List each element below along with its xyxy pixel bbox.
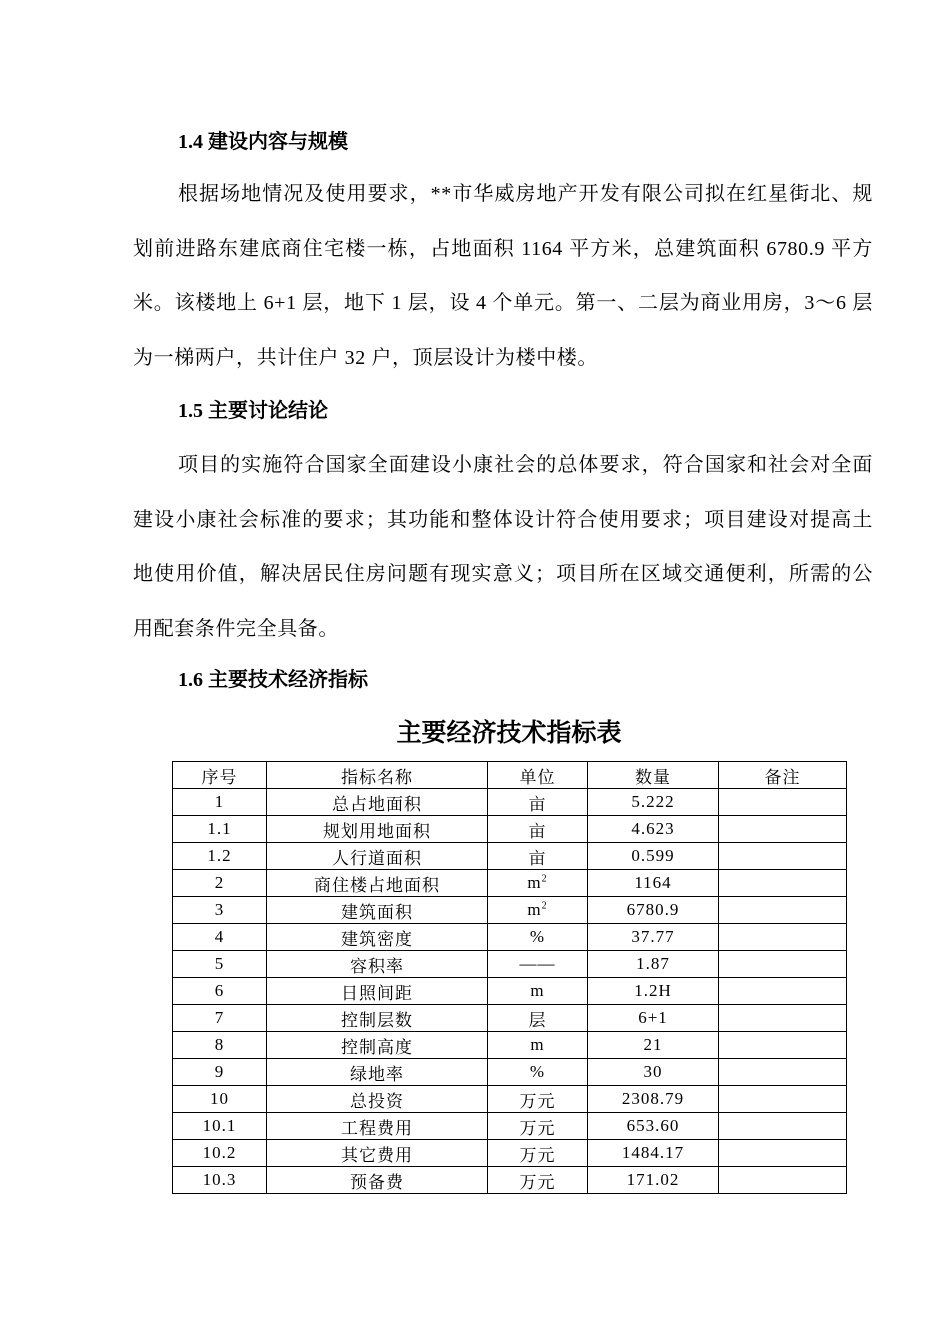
cell-name: 建筑面积 <box>267 897 488 924</box>
cell-no: 6 <box>173 978 267 1005</box>
column-header-note: 备注 <box>719 762 847 789</box>
unit-text: m <box>527 900 542 919</box>
cell-no: 10.2 <box>173 1140 267 1167</box>
cell-no: 8 <box>173 1032 267 1059</box>
cell-name: 其它费用 <box>267 1140 488 1167</box>
unit-text: m <box>527 873 542 892</box>
cell-name: 控制高度 <box>267 1032 488 1059</box>
table-row <box>173 924 847 951</box>
cell-name: 日照间距 <box>267 978 488 1005</box>
cell-qty: 21 <box>588 1032 719 1059</box>
cell-unit <box>488 870 588 897</box>
cell-no: 10.1 <box>173 1113 267 1140</box>
table-row <box>173 843 847 870</box>
unit-text: 亩 <box>528 848 547 868</box>
cell-qty: 2308.79 <box>588 1086 719 1113</box>
table-body <box>173 789 847 1194</box>
section-paragraph-1-4: 根据场地情况及使用要求，**市华威房地产开发有限公司拟在红星街北、规划前进路东建底商住宅楼一栋，占地面积 1164 平方米，总建筑面积 6780.9 平方米。该楼地上 6+1 层，地下 1 层，设 4 个单元。第一、二层为商业用房，3～6 层为一梯两户，共计住户 32 户，顶层设计为楼中楼。 <box>133 183 873 369</box>
table-row <box>173 1140 847 1167</box>
cell-unit <box>488 978 588 1005</box>
cell-unit <box>488 1032 588 1059</box>
cell-name: 规划用地面积 <box>267 816 488 843</box>
unit-text: 万元 <box>519 1145 556 1165</box>
cell-note <box>719 924 847 951</box>
cell-name: 总占地面积 <box>267 789 488 816</box>
cell-qty: 30 <box>588 1059 719 1086</box>
column-header-no: 序号 <box>173 762 267 789</box>
cell-qty: 1484.17 <box>588 1140 719 1167</box>
cell-name: 人行道面积 <box>267 843 488 870</box>
unit-text: 万元 <box>519 1172 556 1192</box>
cell-qty: 4.623 <box>588 816 719 843</box>
cell-unit <box>488 897 588 924</box>
unit-text: —— <box>519 954 556 973</box>
table-row <box>173 1005 847 1032</box>
cell-note <box>719 1059 847 1086</box>
cell-no: 1.1 <box>173 816 267 843</box>
cell-qty: 1.87 <box>588 951 719 978</box>
section-heading-1-4: 1.4 建设内容与规模 <box>178 131 348 153</box>
cell-name: 建筑密度 <box>267 924 488 951</box>
cell-unit <box>488 816 588 843</box>
cell-note <box>719 1167 847 1194</box>
column-header-name: 指标名称 <box>267 762 488 789</box>
table-row <box>173 1113 847 1140</box>
cell-no: 7 <box>173 1005 267 1032</box>
table-row <box>173 789 847 816</box>
cell-note <box>719 1140 847 1167</box>
section-heading-1-5: 1.5 主要讨论结论 <box>178 400 328 422</box>
cell-no: 9 <box>173 1059 267 1086</box>
unit-text: % <box>529 927 546 946</box>
cell-qty: 6+1 <box>588 1005 719 1032</box>
cell-note <box>719 1005 847 1032</box>
cell-name: 容积率 <box>267 951 488 978</box>
cell-unit <box>488 843 588 870</box>
cell-note <box>719 897 847 924</box>
cell-no: 3 <box>173 897 267 924</box>
cell-qty: 0.599 <box>588 843 719 870</box>
cell-qty: 171.02 <box>588 1167 719 1194</box>
cell-qty: 6780.9 <box>588 897 719 924</box>
cell-unit <box>488 951 588 978</box>
unit-text: 亩 <box>528 821 547 841</box>
table-row <box>173 951 847 978</box>
cell-name: 商住楼占地面积 <box>267 870 488 897</box>
cell-qty: 1.2H <box>588 978 719 1005</box>
cell-no: 2 <box>173 870 267 897</box>
cell-note <box>719 843 847 870</box>
table-row <box>173 897 847 924</box>
cell-no: 10.3 <box>173 1167 267 1194</box>
cell-note <box>719 1032 847 1059</box>
cell-note <box>719 1113 847 1140</box>
cell-no: 10 <box>173 1086 267 1113</box>
section-heading-1-6: 1.6 主要技术经济指标 <box>178 669 368 691</box>
table-row <box>173 1059 847 1086</box>
table-row <box>173 816 847 843</box>
table-title: 主要经济技术指标表 <box>396 720 622 747</box>
table-row <box>173 870 847 897</box>
cell-unit <box>488 1167 588 1194</box>
cell-unit <box>488 1086 588 1113</box>
cell-note <box>719 978 847 1005</box>
cell-note <box>719 816 847 843</box>
unit-superscript: 2 <box>541 873 548 885</box>
cell-qty: 653.60 <box>588 1113 719 1140</box>
cell-qty: 5.222 <box>588 789 719 816</box>
cell-no: 1 <box>173 789 267 816</box>
unit-text: % <box>529 1062 546 1081</box>
cell-name: 工程费用 <box>267 1113 488 1140</box>
cell-name: 绿地率 <box>267 1059 488 1086</box>
column-header-unit: 单位 <box>488 762 588 789</box>
unit-text: 万元 <box>519 1118 556 1138</box>
unit-text: 万元 <box>519 1091 556 1111</box>
cell-no: 5 <box>173 951 267 978</box>
unit-text: 亩 <box>528 794 547 814</box>
cell-note <box>719 789 847 816</box>
cell-qty: 1164 <box>588 870 719 897</box>
cell-no: 4 <box>173 924 267 951</box>
cell-no: 1.2 <box>173 843 267 870</box>
cell-unit <box>488 789 588 816</box>
column-header-qty: 数量 <box>588 762 719 789</box>
table-header-row <box>173 762 847 789</box>
table-row <box>173 978 847 1005</box>
section-paragraph-1-5: 项目的实施符合国家全面建设小康社会的总体要求，符合国家和社会对全面建设小康社会标准的要求；其功能和整体设计符合使用要求；项目建设对提高土地使用价值，解决居民住房问题有现实意义；项目所在区域交通便利，所需的公用配套条件完全具备。 <box>133 454 873 640</box>
cell-unit <box>488 1005 588 1032</box>
cell-name: 预备费 <box>267 1167 488 1194</box>
cell-unit <box>488 1140 588 1167</box>
unit-text: 层 <box>528 1010 547 1030</box>
cell-note <box>719 951 847 978</box>
cell-note <box>719 870 847 897</box>
indicators-table <box>172 761 847 1194</box>
cell-name: 总投资 <box>267 1086 488 1113</box>
table-row <box>173 1086 847 1113</box>
table-row <box>173 1032 847 1059</box>
unit-superscript: 2 <box>541 900 548 912</box>
cell-unit <box>488 1059 588 1086</box>
unit-text: m <box>530 981 545 1000</box>
table-row <box>173 1167 847 1194</box>
unit-text: m <box>530 1035 545 1054</box>
cell-unit <box>488 1113 588 1140</box>
cell-name: 控制层数 <box>267 1005 488 1032</box>
cell-note <box>719 1086 847 1113</box>
cell-unit <box>488 924 588 951</box>
cell-qty: 37.77 <box>588 924 719 951</box>
